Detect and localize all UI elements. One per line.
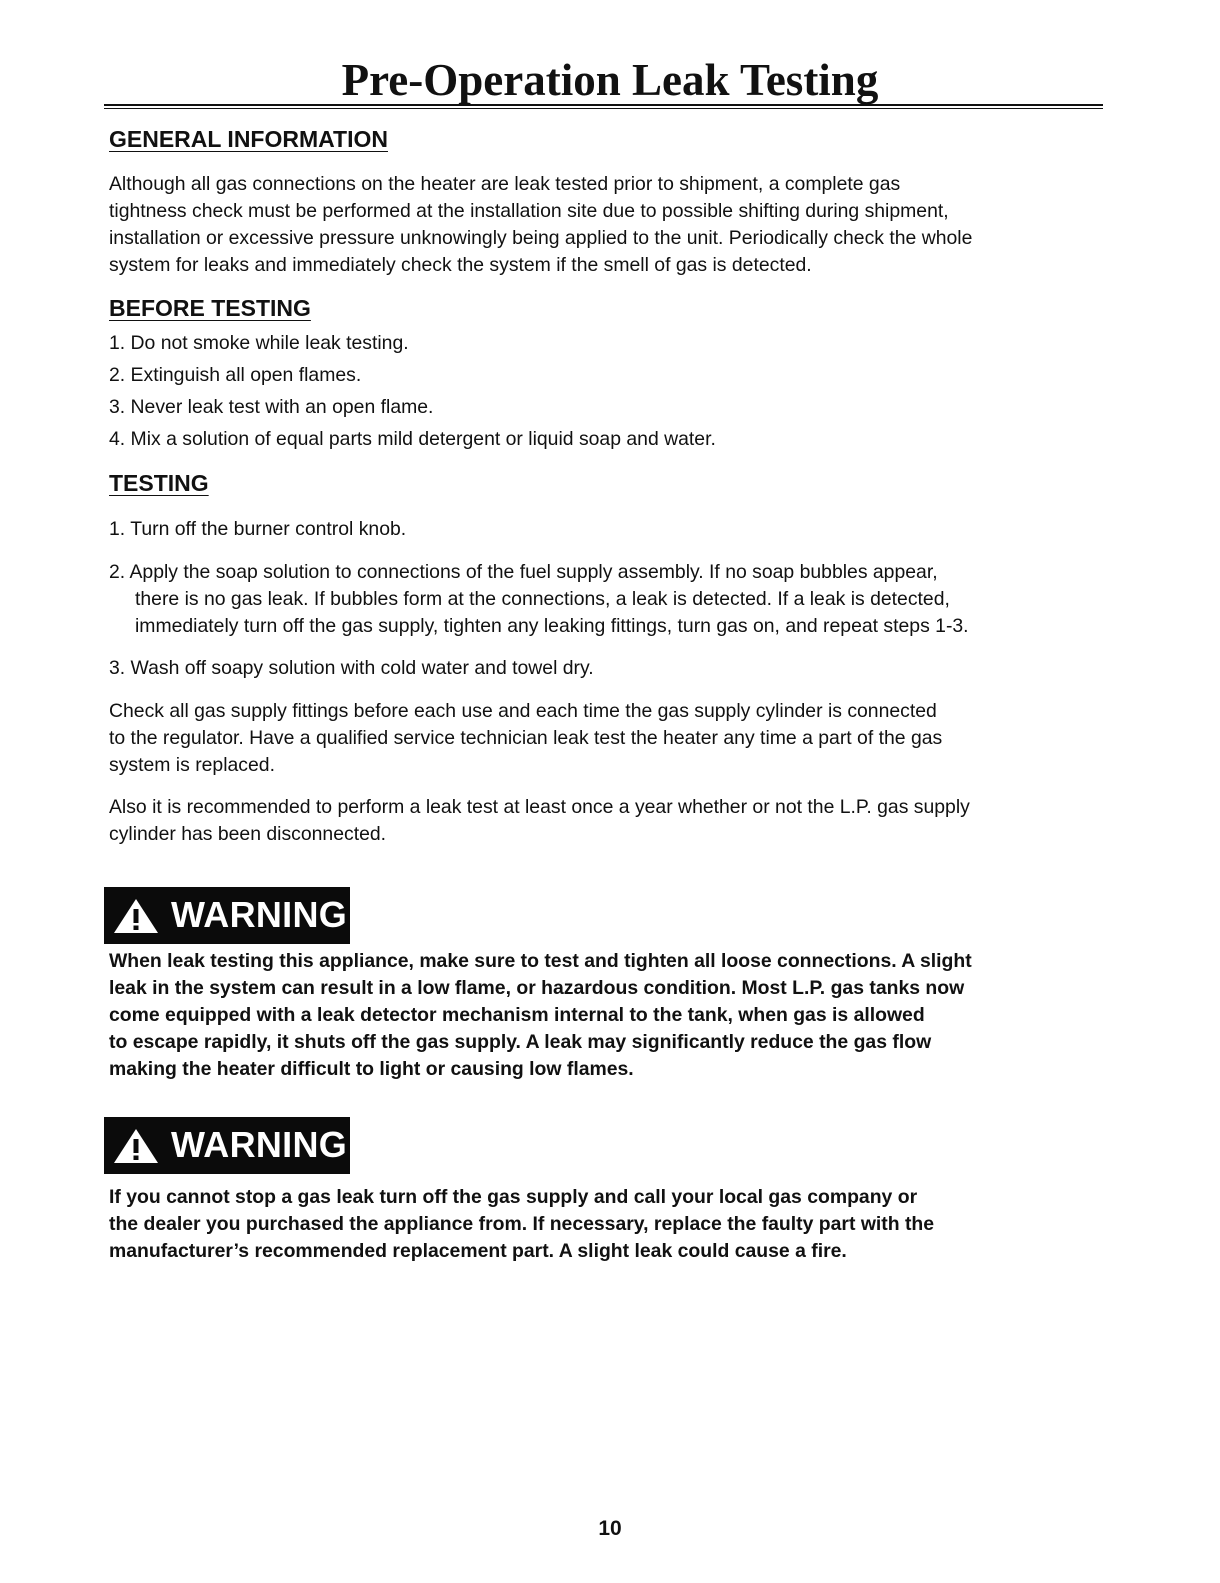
paragraph-line: cylinder has been disconnected. (109, 823, 387, 845)
testing-heading: TESTING (109, 470, 209, 496)
annual-test-paragraph (109, 794, 1109, 848)
warning-line: the dealer you purchased the appliance from. If necessary, replace the faulty part with the (109, 1213, 935, 1235)
warning-line: making the heater difficult to light or causing low flames. (109, 1058, 634, 1080)
warning-line: come equipped with a leak detector mechanism internal to the tank, when gas is allowed (109, 1004, 925, 1026)
warning-line: manufacturer’s recommended replacement part. A slight leak could cause a fire. (109, 1240, 847, 1262)
warning-line: When leak testing this appliance, make sure to test and tighten all loose connections. A slight (109, 950, 972, 972)
warning-line: leak in the system can result in a low flame, or hazardous condition. Most L.P. gas tanks now (109, 977, 965, 999)
paragraph-line: system is replaced. (109, 754, 275, 776)
before-testing-item: 4. Mix a solution of equal parts mild detergent or liquid soap and water. (109, 428, 716, 450)
page-title: Pre-Operation Leak Testing (341, 55, 879, 105)
before-testing-heading: BEFORE TESTING (109, 295, 311, 321)
warning-triangle-icon (112, 897, 160, 935)
before-testing-item: 2. Extinguish all open flames. (109, 364, 362, 386)
step-line: there is no gas leak. If bubbles form at the connections, a leak is detected. If a leak is detected, (135, 588, 950, 610)
warning-message (109, 948, 1109, 1083)
check-fittings-paragraph (109, 698, 1109, 779)
warning-label: WARNING (171, 1124, 348, 1165)
step-line: immediately turn off the gas supply, tighten any leaking fittings, turn gas on, and repeat steps 1-3. (135, 615, 969, 637)
general-information-heading: GENERAL INFORMATION (109, 126, 388, 152)
warning-message (109, 1184, 1109, 1265)
warning-line: to escape rapidly, it shuts off the gas supply. A leak may significantly reduce the gas flow (109, 1031, 932, 1053)
paragraph-line: system for leaks and immediately check the system if the smell of gas is detected. (109, 254, 812, 276)
paragraph-line: installation or excessive pressure unknowingly being applied to the unit. Periodically check the whole (109, 227, 973, 249)
warning-label: WARNING (171, 894, 348, 935)
warning-triangle-icon (112, 1127, 160, 1165)
paragraph-line: tightness check must be performed at the installation site due to possible shifting during shipment, (109, 200, 949, 222)
paragraph-line: to the regulator. Have a qualified service technician leak test the heater any time a part of the gas (109, 727, 943, 749)
testing-step (109, 559, 1109, 640)
testing-step: 1. Turn off the burner control knob. (109, 518, 407, 540)
general-information-paragraph (109, 171, 1109, 279)
title-divider (104, 104, 1103, 109)
page-number: 10 (598, 1517, 622, 1540)
paragraph-line: Although all gas connections on the heater are leak tested prior to shipment, a complete gas (109, 173, 901, 195)
before-testing-item: 1. Do not smoke while leak testing. (109, 332, 409, 354)
step-line: 2. Apply the soap solution to connections of the fuel supply assembly. If no soap bubbles appear, (109, 561, 938, 583)
warning-badge (104, 1117, 350, 1174)
paragraph-line: Check all gas supply fittings before each use and each time the gas supply cylinder is connected (109, 700, 937, 722)
paragraph-line: Also it is recommended to perform a leak test at least once a year whether or not the L.P. gas supply (109, 796, 970, 818)
testing-step: 3. Wash off soapy solution with cold water and towel dry. (109, 657, 594, 679)
before-testing-item: 3. Never leak test with an open flame. (109, 396, 434, 418)
warning-badge (104, 887, 350, 944)
warning-line: If you cannot stop a gas leak turn off the gas supply and call your local gas company or (109, 1186, 918, 1208)
